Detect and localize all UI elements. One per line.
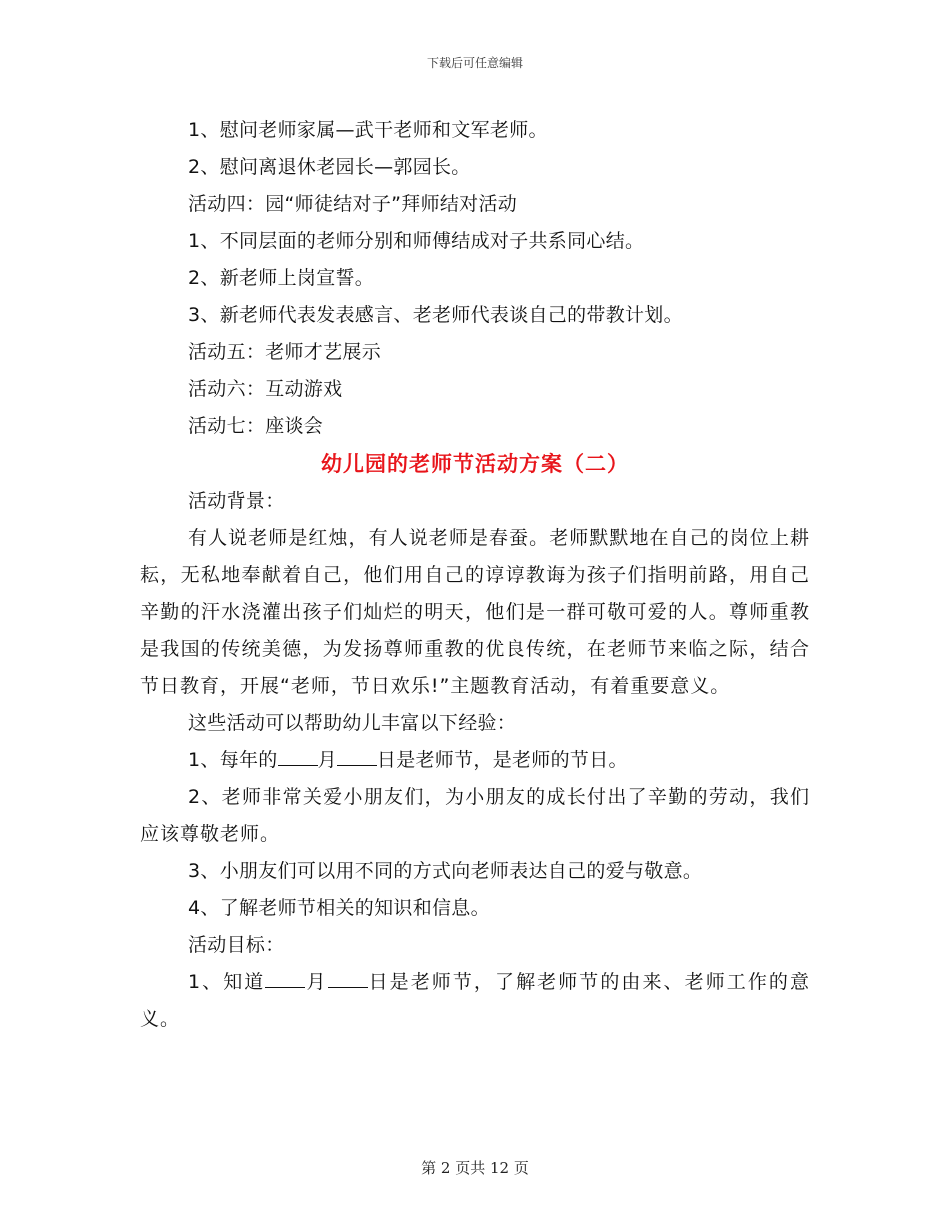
section-title: 幼儿园的老师节活动方案（二） (321, 452, 629, 476)
activity-heading: 活动四：园“师徒结对子”拜师结对活动 (188, 193, 518, 215)
list-item: 3、新老师代表发表感言、老老师代表谈自己的带教计划。 (188, 304, 683, 326)
list-item-text: 1、每年的 (188, 749, 278, 771)
list-item-text: 月 (305, 971, 328, 993)
list-item-text: 日是老师节，了解老师节的由来、老师工作的意义。 (140, 971, 810, 1030)
page-footer: 第 2 页共 12 页 (421, 1159, 529, 1177)
activity-heading: 活动五：老师才艺展示 (188, 341, 382, 363)
fill-in-blank (278, 749, 318, 766)
list-item-text: 月 (317, 749, 337, 771)
list-item: 1、不同层面的老师分别和师傅结成对子共系同心结。 (188, 230, 645, 252)
fill-in-blank (337, 749, 377, 766)
page-header: 下载后可任意编辑 (426, 56, 523, 70)
activity-heading: 活动六：互动游戏 (188, 378, 343, 400)
background-heading: 活动背景： (188, 490, 285, 512)
background-paragraph: 有人说老师是红烛，有人说老师是春蚕。老师默默地在自己的岗位上耕耘，无私地奉献着自己，他们用自己的谆谆教诲为孩子们指明前路，用自己辛勤的汗水浇灌出孩子们灿烂的明天，他们是一群可敬可爱的人。尊师重教是我国的传统美德，为发扬尊师重教的优良传统，在老师节来临之际，结合节日教育，开展“老师，节日欢乐!”主题教育活动，有着重要意义。 (140, 527, 810, 697)
list-item-text: 1、知道 (188, 971, 266, 993)
document-body (140, 112, 810, 1038)
list-item-text: 日是老师节，是老师的节日。 (376, 749, 628, 771)
list-item: 2、新老师上岗宣誓。 (188, 267, 375, 289)
list-item: 2、老师非常关爱小朋友们，为小朋友的成长付出了辛勤的劳动，我们应该尊敬老师。 (140, 786, 810, 845)
goals-heading: 活动目标： (188, 934, 285, 956)
activity-heading: 活动七：座谈会 (188, 415, 324, 437)
list-item: 2、慰问离退休老园长—郭园长。 (188, 156, 471, 178)
list-item (140, 964, 810, 1038)
fill-in-blank (265, 971, 305, 988)
list-item: 1、慰问老师家属—武干老师和文军老师。 (188, 119, 548, 141)
list-item: 4、了解老师节相关的知识和信息。 (188, 897, 490, 919)
list-item: 3、小朋友们可以用不同的方式向老师表达自己的爱与敬意。 (188, 860, 703, 882)
experience-heading: 这些活动可以帮助幼儿丰富以下经验： (188, 712, 517, 734)
fill-in-blank (328, 971, 368, 988)
list-item (140, 742, 810, 779)
